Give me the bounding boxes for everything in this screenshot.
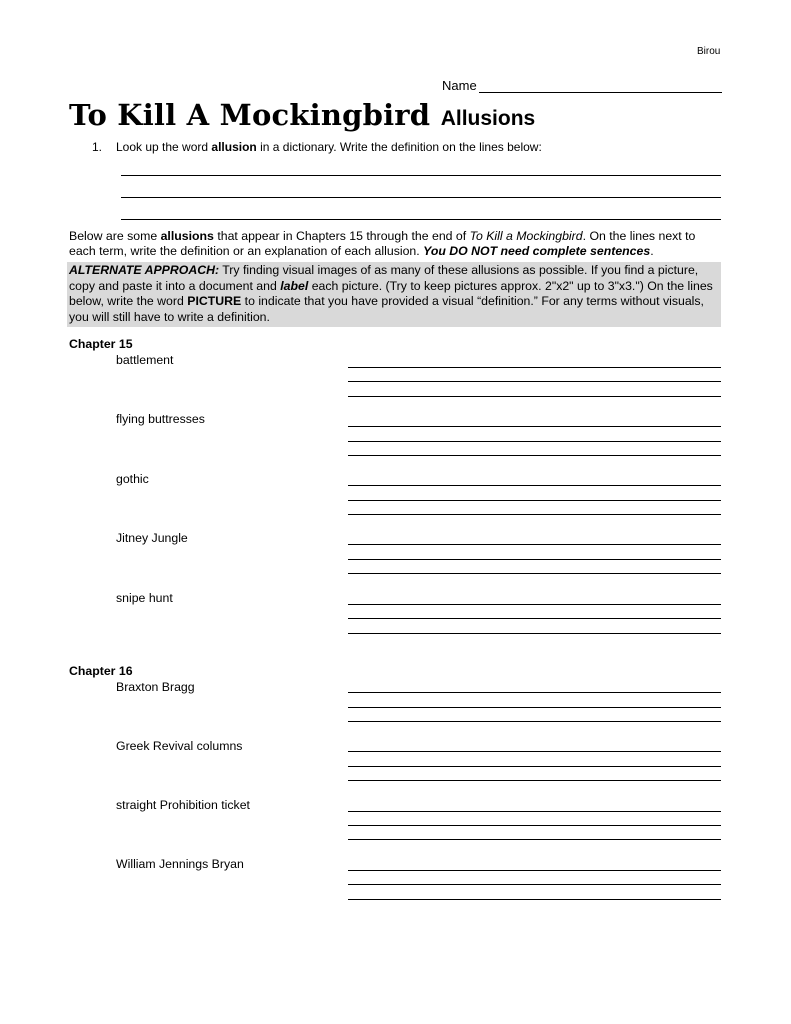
answer-line [348,899,721,900]
answer-line [348,559,721,560]
answer-line [348,426,721,427]
answer-line [348,839,721,840]
name-field [442,78,722,93]
intro-text: . On the lines next to each term, write the definition or an explanation of each allusion. [69,229,696,258]
term-label: William Jennings Bryan [116,857,244,871]
question-number: 1. [92,140,103,154]
answer-line [348,604,721,605]
chapter-heading: Chapter 15 [69,337,133,351]
answer-line [348,780,721,781]
term-label: battlement [116,353,174,367]
alternate-text: Try finding visual images of as many of these allusions as possible. If you find a picture, copy and paste it into a document and [69,263,699,293]
name-label: Name [442,78,477,93]
term-label: straight Prohibition ticket [116,798,250,812]
alternate-bold: PICTURE [187,294,242,308]
intro-bold: allusions [160,229,214,243]
instructions-paragraph [69,229,721,259]
author-name: Birou [697,46,721,57]
answer-line [348,811,721,812]
intro-book-title: To Kill a Mockingbird [469,229,583,243]
question-text-before: Look up the word [116,140,212,154]
page-title [69,98,535,132]
question-bold-word: allusion [211,140,257,154]
answer-line [348,618,721,619]
title-main: To Kill A Mockingbird [69,98,431,132]
answer-line [348,766,721,767]
answer-line [348,500,721,501]
alternate-text: to indicate that you have provided a visual “definition.” For any terms without visuals, you will still have to write a definition. [69,294,704,324]
answer-line [348,441,721,442]
answer-line [348,692,721,693]
answer-line [348,381,721,382]
term-label: Greek Revival columns [116,739,243,753]
question-text-after: in a dictionary. Write the definition on the lines below: [256,140,542,154]
definition-line [121,197,721,198]
answer-line [348,633,721,634]
alternate-text: each picture. (Try to keep pictures approx. 2"x2" up to 3"x3.") On the lines below, write the word [69,278,713,308]
answer-line [348,707,721,708]
answer-line [348,573,721,574]
answer-line [348,396,721,397]
answer-line [348,870,721,871]
term-label: Jitney Jungle [116,531,188,545]
definition-line [121,175,721,176]
intro-emphasis: You DO NOT need complete sentences [423,244,651,258]
term-label: snipe hunt [116,591,173,605]
answer-line [348,751,721,752]
question-1 [92,140,542,154]
chapter-heading: Chapter 16 [69,664,133,678]
answer-line [348,544,721,545]
definition-line [121,219,721,220]
answer-line [348,514,721,515]
answer-line [348,485,721,486]
answer-line [348,367,721,368]
intro-text: Below are some [69,229,161,243]
intro-text: . [650,244,654,258]
answer-line [348,825,721,826]
answer-line [348,721,721,722]
alternate-emphasis: label [280,278,309,293]
term-label: flying buttresses [116,412,205,426]
intro-text: that appear in Chapters 15 through the end of [213,229,470,243]
term-label: gothic [116,472,149,486]
term-label: Braxton Bragg [116,680,195,694]
name-blank-line [479,79,722,93]
alternate-label: ALTERNATE APPROACH: [69,263,220,277]
title-sub: Allusions [440,107,536,130]
alternate-approach-box [67,262,721,327]
answer-line [348,455,721,456]
answer-line [348,884,721,885]
